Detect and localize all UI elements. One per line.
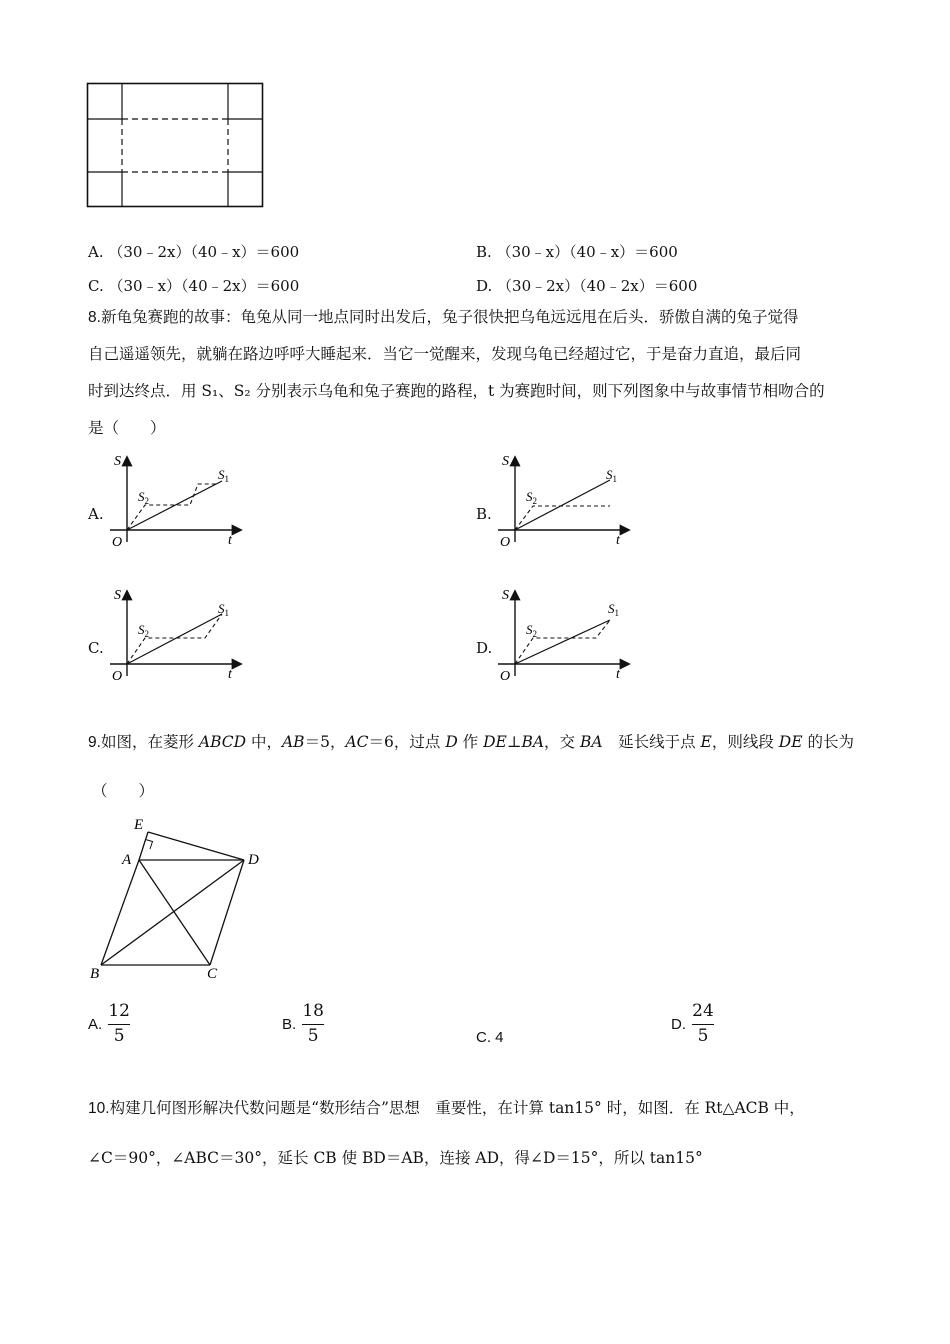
- point-a-label: A: [122, 852, 132, 868]
- option-letter: D.: [671, 1015, 686, 1033]
- box-net-figure: [86, 82, 266, 210]
- s1-label: $S_1$: [606, 467, 617, 484]
- s1-label: $S_1$: [608, 601, 619, 618]
- q9-line-2: （ ）: [92, 782, 155, 800]
- option-letter: A.: [88, 243, 104, 261]
- q9-option-d[interactable]: [671, 1002, 714, 1046]
- point-c-label: C: [207, 966, 218, 982]
- q8-graph-b: [488, 450, 638, 555]
- q7-option-d[interactable]: [476, 275, 697, 296]
- fraction: $\frac{24}{5}$: [692, 1001, 714, 1046]
- option-letter: A.: [88, 1015, 103, 1033]
- point-e-label: E: [134, 817, 144, 833]
- option-text: （30﹣2x）（40﹣x）＝600: [108, 243, 300, 261]
- s2-label: $S_2$: [138, 489, 149, 506]
- q10-line-1: 10.构建几何图形解决代数问题是“数形结合”思想 重要性，在计算 tan15° 时，如图．在 Rt△ACB 中，: [88, 1099, 805, 1117]
- q9-line-1: 9.如图，在菱形 ABCD 中，AB＝5，AC＝6，过点 D 作 DE⊥BA，交 BA 延长线于点 E，则线段 DE 的长为: [88, 733, 854, 751]
- q8-option-d[interactable]: D.: [476, 639, 493, 657]
- s-axis-label: S: [502, 588, 509, 603]
- option-text: （30﹣x）（40﹣2x）＝600: [108, 277, 300, 295]
- q9-option-c[interactable]: [476, 1029, 504, 1046]
- s2-label: $S_2$: [526, 622, 537, 639]
- q7-option-b[interactable]: [476, 241, 678, 262]
- option-value: 4: [495, 1029, 504, 1046]
- q8-option-c[interactable]: C.: [88, 639, 104, 657]
- fraction: $\frac{12}{5}$: [108, 1001, 130, 1046]
- option-letter: C.: [88, 277, 104, 295]
- s-axis-label: S: [114, 588, 121, 603]
- q7-option-c[interactable]: [88, 275, 299, 296]
- point-b-label: B: [90, 966, 100, 982]
- s2-label: $S_2$: [526, 489, 537, 506]
- q10-line-2: ∠C＝90°，∠ABC＝30°，延长 CB 使 BD＝AB，连接 AD，得∠D＝15°，所以 tan15°: [88, 1149, 703, 1167]
- origin-label: O: [500, 535, 511, 550]
- t-axis-label: t: [228, 667, 232, 682]
- origin-label: O: [112, 535, 123, 550]
- option-letter: D.: [476, 277, 493, 295]
- option-text: （30﹣2x）（40﹣2x）＝600: [497, 277, 698, 295]
- q8-graph-d: [488, 584, 638, 689]
- s1-label: $S_1$: [218, 601, 229, 618]
- option-text: （30﹣x）（40﹣x）＝600: [496, 243, 678, 261]
- q8-option-a[interactable]: A.: [88, 505, 104, 523]
- q8-line-4: 是（ ）: [88, 419, 166, 437]
- q8-graph-c: [100, 584, 250, 689]
- q9-option-b[interactable]: [282, 1002, 324, 1046]
- s-axis-label: S: [502, 454, 509, 469]
- q8-line-1: 8.新龟兔赛跑的故事：龟兔从同一地点同时出发后，兔子很快把乌龟远远甩在后头．骄傲自满的兔子觉得: [88, 308, 799, 326]
- option-letter: B.: [476, 243, 492, 261]
- q9-option-a[interactable]: [88, 1002, 130, 1046]
- t-axis-label: t: [616, 533, 620, 548]
- origin-label: O: [112, 669, 123, 684]
- q8-graph-a: [100, 450, 250, 555]
- question-number: 8.: [88, 309, 101, 326]
- option-letter: C.: [476, 1029, 491, 1046]
- question-number: 9.: [88, 734, 101, 751]
- q8-option-b[interactable]: B.: [476, 505, 492, 523]
- q7-option-a[interactable]: [88, 241, 299, 262]
- q8-line-2: 自己遥遥领先，就躺在路边呼呼大睡起来．当它一觉醒来，发现乌龟已经超过它，于是奋力直追，最后同: [88, 345, 802, 363]
- s2-label: $S_2$: [138, 622, 149, 639]
- fraction: $\frac{18}{5}$: [302, 1001, 324, 1046]
- option-letter: B.: [282, 1015, 297, 1033]
- point-d-label: D: [248, 852, 259, 868]
- t-axis-label: t: [228, 533, 232, 548]
- q8-line-3: 时到达终点．用 S₁、S₂ 分别表示乌龟和兔子赛跑的路程，t 为赛跑时间，则下列图象中与故事情节相吻合的: [88, 382, 825, 400]
- s1-label: $S_1$: [218, 467, 229, 484]
- rhombus-figure: [86, 812, 276, 988]
- s-axis-label: S: [114, 454, 121, 469]
- origin-label: O: [500, 669, 511, 684]
- question-number: 10.: [88, 1100, 110, 1117]
- t-axis-label: t: [616, 667, 620, 682]
